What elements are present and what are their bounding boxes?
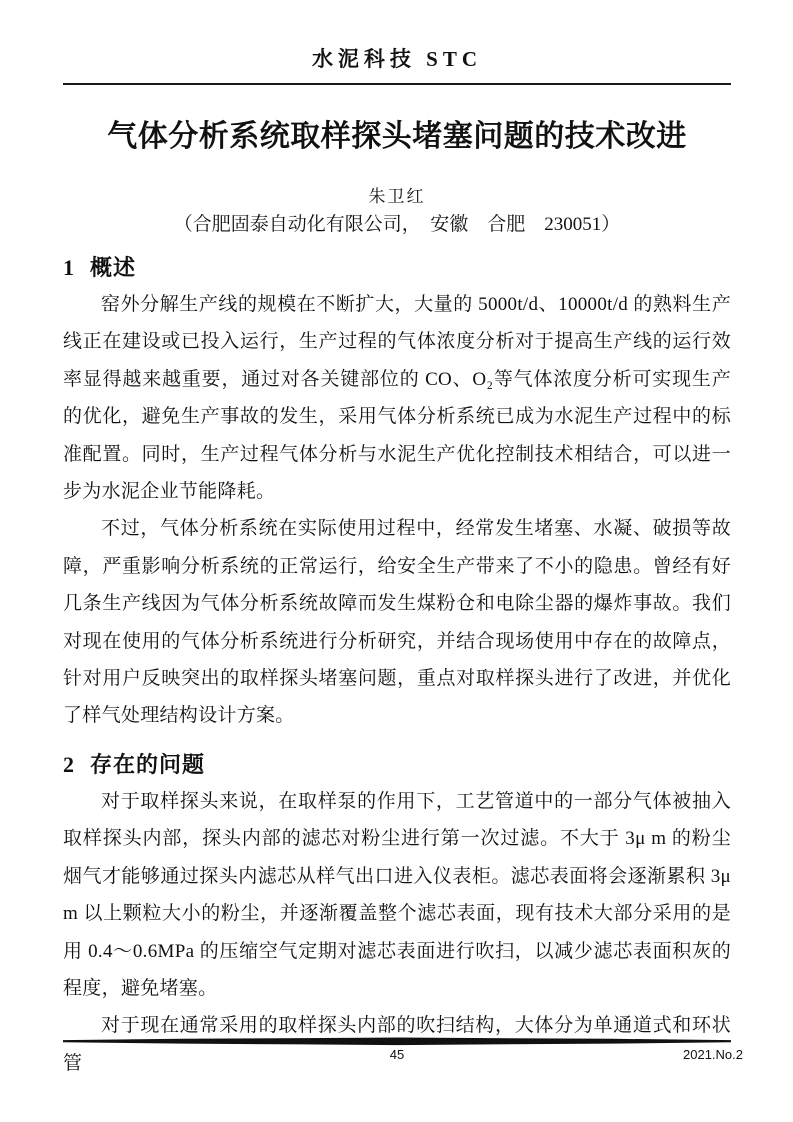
section-2-paragraph-1: 对于取样探头来说，在取样泵的作用下，工艺管道中的一部分气体被抽入取样探头内部，探头内部的滤芯对粉尘进行第一次过滤。不大于 3μ m 的粉尘烟气才能够通过探头内滤芯从样气出口进入仪表柜。滤芯表面将会逐渐累积 3μ m 以上颗粒大小的粉尘，并逐渐覆盖整个滤芯表面，现有技术大部分采用的是用 0.4～0.6MPa 的压缩空气定期对滤芯表面进行吹扫，以减少滤芯表面积灰的程度，避免堵塞。 bbox=[63, 790, 731, 999]
section-1-paragraph-2: 不过，气体分析系统在实际使用过程中，经常发生堵塞、水凝、破损等故障，严重影响分析系统的正常运行，给安全生产带来了不小的隐患。曾经有好几条生产线因为气体分析系统故障而发生煤粉仓和电除尘器的爆炸事故。我们对现在使用的气体分析系统进行分析研究，并结合现场使用中存在的故障点，针对用户反映突出的取样探头堵塞问题，重点对取样探头进行了改进，并优化了样气处理结构设计方案。 bbox=[63, 518, 731, 727]
section-1-title: 概述 bbox=[90, 255, 137, 280]
issue-label: 2021.No.2 bbox=[683, 1047, 743, 1062]
section-2-paragraph-2: 对于现在通常采用的取样探头内部的吹扫结构，大体分为单通道式和环状管 bbox=[63, 1015, 731, 1074]
journal-title: 水泥科技 STC bbox=[311, 47, 483, 71]
section-1-heading bbox=[63, 252, 731, 283]
article-affiliation: （合肥固泰自动化有限公司， 安徽 合肥 230051） bbox=[173, 214, 621, 235]
section-2-number: 2 bbox=[63, 751, 75, 777]
page-number: 45 bbox=[389, 1047, 405, 1062]
page-content bbox=[63, 0, 731, 1082]
section-2-title: 存在的问题 bbox=[90, 751, 206, 777]
header-rule bbox=[63, 83, 731, 85]
section-1-number: 1 bbox=[63, 255, 75, 280]
footer-rule bbox=[63, 1037, 731, 1046]
article-author: 朱卫红 bbox=[368, 187, 426, 206]
section-1-paragraph-1: 窑外分解生产线的规模在不断扩大，大量的 5000t/d、10000t/d 的熟料生产线正在建设或已投入运行，生产过程的气体浓度分析对于提高生产线的运行效率显得越来越重要，通过对各关键部位的 CO、O₂等气体浓度分析可实现生产的优化，避免生产事故的发生，采用气体分析系统已成为水泥生产过程中的标准配置。同时，生产过程气体分析与水泥生产优化控制技术相结合，可以进一步为水泥企业节能降耗。 bbox=[63, 294, 731, 503]
article-title: 气体分析系统取样探头堵塞问题的技术改进 bbox=[107, 120, 687, 153]
section-2-heading bbox=[63, 749, 731, 780]
